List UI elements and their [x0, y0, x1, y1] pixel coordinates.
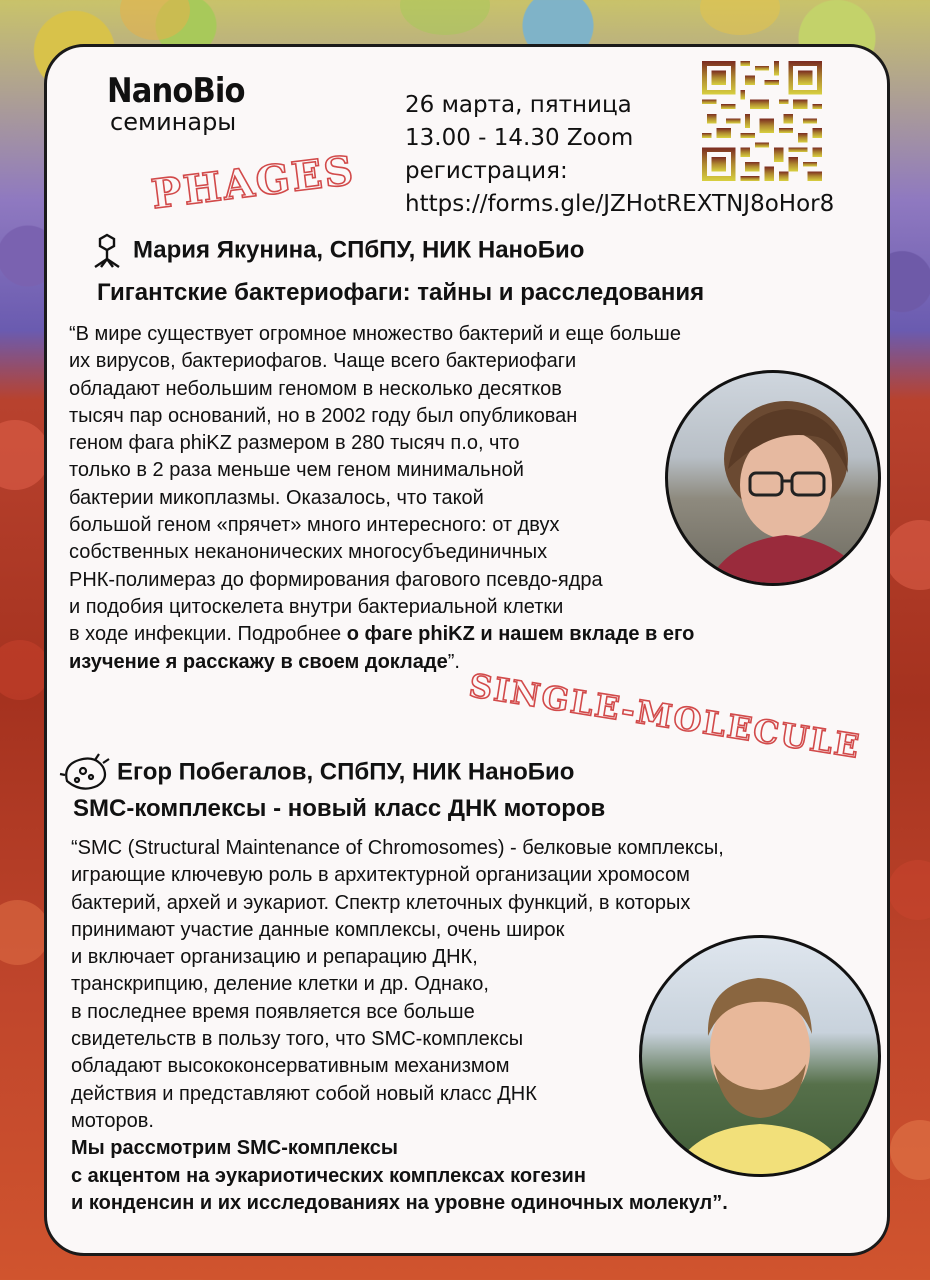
- speaker2-photo: [639, 935, 881, 1177]
- abstract-line: бактерии микоплазмы. Оказалось, что такой: [69, 486, 484, 509]
- talk2-speaker-name: Егор Побегалов, СПбПУ, НИК НаноБио: [117, 758, 575, 786]
- abstract-line: геном фага phiKZ размером в 280 тысяч п.о, что: [69, 432, 520, 455]
- abstract-line: только в 2 раза меньше чем геном минимальной: [69, 459, 524, 482]
- abstract-line: “SMC (Structural Maintenance of Chromosomes) - белковые комплексы,: [71, 837, 724, 859]
- abstract-line: “В мире существует огромное множество бактерий и еще больше: [69, 323, 681, 345]
- abstract-line: [69, 621, 694, 648]
- talk1-speaker-name: Мария Якунина, СПбПУ, НИК НаноБио: [133, 236, 585, 264]
- bacterium-icon: [59, 751, 111, 795]
- single-molecule-stamp: SINGLE-MOLECULE: [466, 666, 864, 766]
- abstract-line: собственных неканонических многосубъединичных: [69, 541, 548, 564]
- abstract-bold-line: с акцентом на эукариотических комплексах когезин: [71, 1164, 586, 1187]
- abstract-line: бактерий, архей и эукариот. Спектр клеточных функций, в которых: [71, 891, 691, 914]
- abstract-line: тысяч пар оснований, но в 2002 году был опубликован: [69, 404, 578, 427]
- abstract-line: и включает организацию и репарацию ДНК,: [71, 946, 478, 969]
- abstract-line: и подобия цитоскелета внутри бактериальной клетки: [69, 595, 564, 618]
- abstract-line: принимают участие данные комплексы, очень широк: [71, 918, 565, 941]
- abstract-line: их вирусов, бактериофагов. Чаще всего бактериофаги: [69, 350, 577, 373]
- abstract-line: обладают небольшим геномом в несколько десятков: [69, 377, 562, 400]
- talk1-title: Гигантские бактериофаги: тайны и расследования: [97, 279, 705, 306]
- phage-icon: [87, 233, 127, 269]
- talk2-abstract: [71, 835, 728, 1217]
- abstract-bold-text: изучение я расскажу в своем докладе: [69, 650, 448, 673]
- abstract-line: обладают высококонсервативным механизмом: [71, 1055, 510, 1078]
- abstract-line: моторов.: [71, 1109, 154, 1132]
- event-time: 13.00 - 14.30 Zoom: [405, 125, 634, 151]
- abstract-line: большой геном «прячет» много интересного: от двух: [69, 514, 560, 537]
- abstract-line: свидетельств в пользу того, что SMC-комплексы: [71, 1028, 524, 1051]
- logo-title: NanoBio: [107, 71, 245, 111]
- abstract-bold-text: о фаге phiKZ и нашем вкладе в его: [346, 623, 695, 646]
- abstract-line: действия и представляют собой новый класс ДНК: [71, 1082, 537, 1105]
- nanobio-logo: [107, 73, 260, 135]
- registration-link[interactable]: https://forms.gle/JZHotREXTNJ8oHor8: [405, 191, 835, 217]
- abstract-bold-line: и конденсин и их исследованиях на уровне одиночных молекул”.: [71, 1191, 728, 1214]
- abstract-bold-line: Мы рассмотрим SMC-комплексы: [71, 1137, 398, 1160]
- seminar-card: [44, 44, 890, 1256]
- abstract-text: в ходе инфекции. Подробнее: [69, 623, 347, 646]
- speaker1-photo: [665, 370, 881, 586]
- talk1-speaker: [87, 233, 584, 269]
- talk2-title: SMC-комплексы - новый класс ДНК моторов: [73, 795, 606, 822]
- abstract-line: транскрипцию, деление клетки и др. Однако,: [71, 973, 489, 996]
- abstract-line: [69, 649, 694, 676]
- phages-stamp: PHAGES: [148, 146, 358, 219]
- abstract-line: в последнее время появляется все больше: [71, 1000, 475, 1023]
- logo-subtitle: семинары: [110, 108, 237, 136]
- registration-label: регистрация:: [405, 158, 568, 184]
- qr-code-icon[interactable]: [702, 61, 822, 181]
- abstract-line: РНК-полимераз до формирования фагового псевдо-ядра: [69, 568, 603, 591]
- event-date: 26 марта, пятница: [405, 92, 632, 118]
- abstract-text: ”.: [447, 650, 460, 673]
- talk1-abstract: [69, 321, 694, 676]
- abstract-line: играющие ключевую роль в архитектурной организации хромосом: [71, 864, 690, 887]
- talk2-speaker: [59, 751, 574, 795]
